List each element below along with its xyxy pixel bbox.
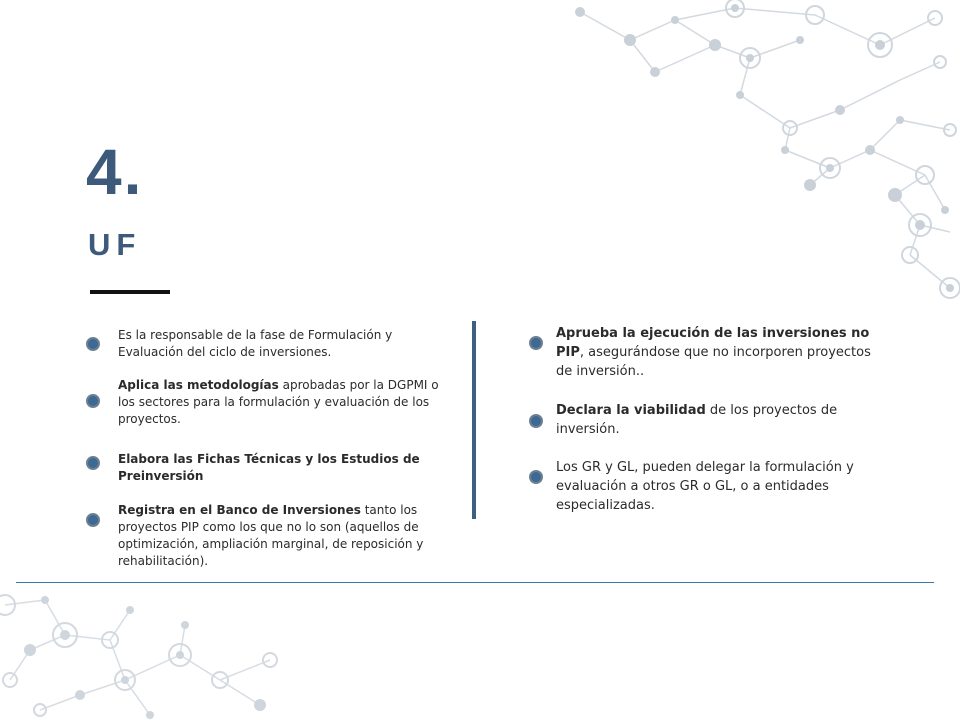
right-item-2-text: de los proyectos de inversión. <box>556 403 838 437</box>
left-item-2 <box>118 377 443 428</box>
left-item-4 <box>118 502 443 570</box>
bullet-right-2 <box>529 414 543 428</box>
left-item-1-text: Es la responsable de la fase de Formulación y Evaluación del ciclo de inversiones. <box>118 328 393 359</box>
right-item-3-text: Los GR y GL, pueden delegar la formulación y evaluación a otros GR o GL, o a entidades especializadas. <box>556 460 854 513</box>
vertical-divider <box>472 321 476 519</box>
right-item-1-bold: Aprueba la ejecución de las inversiones no PIP <box>556 326 870 360</box>
left-item-4-text: tanto los proyectos PIP como los que no lo son (aquellos de optimización, ampliación marginal, de reposición y rehabilitación). <box>118 503 424 568</box>
left-item-1 <box>118 327 443 361</box>
bullet-left-4 <box>86 513 100 527</box>
bullet-right-1 <box>529 336 543 350</box>
right-item-1-text: , asegurándose que no incorporen proyectos de inversión.. <box>556 345 871 379</box>
left-item-3-bold: Elabora las Fichas Técnicas y los Estudios de Preinversión <box>118 452 420 483</box>
bullet-left-3 <box>86 456 100 470</box>
section-title: UF <box>88 227 142 262</box>
bottom-rule <box>16 582 934 583</box>
bullet-left-1 <box>86 337 100 351</box>
left-item-3 <box>118 451 443 485</box>
bullet-right-3 <box>529 470 543 484</box>
left-item-2-text: aprobadas por la DGPMI o los sectores para la formulación y evaluación de los proyectos. <box>118 378 439 426</box>
section-number: 4. <box>86 136 144 208</box>
right-item-2 <box>556 401 886 439</box>
right-item-2-bold: Declara la viabilidad <box>556 403 706 418</box>
bullet-left-2 <box>86 394 100 408</box>
right-item-3 <box>556 458 886 515</box>
left-item-2-bold: Aplica las metodologías <box>118 378 279 392</box>
network-decoration-bottom-left <box>0 580 300 720</box>
right-item-1 <box>556 324 886 381</box>
left-item-4-bold: Registra en el Banco de Inversiones <box>118 503 361 517</box>
network-decoration-top-right <box>540 0 960 310</box>
title-underline <box>90 290 170 294</box>
